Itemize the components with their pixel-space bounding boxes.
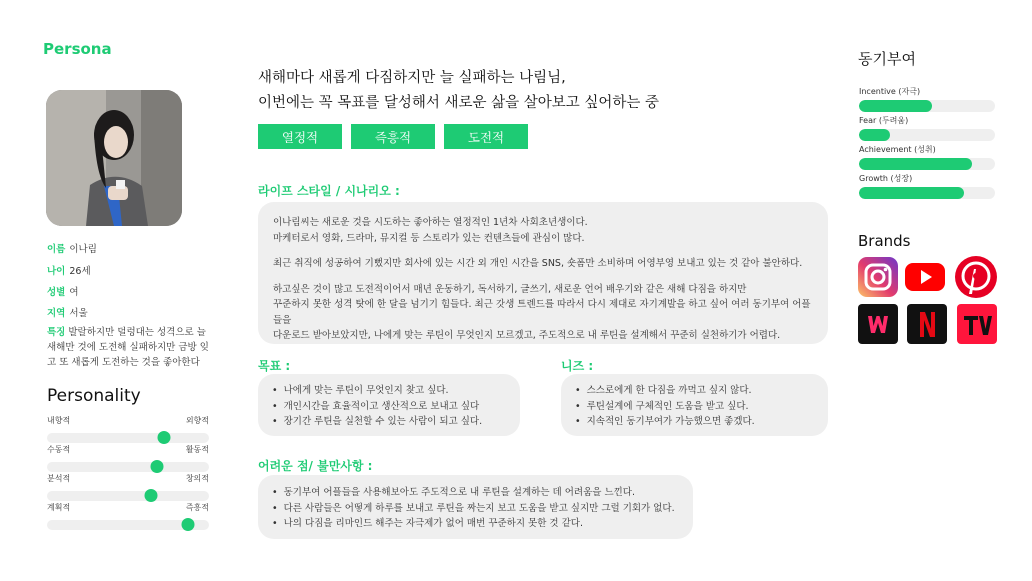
pains-box bbox=[258, 475, 693, 539]
trait-marker bbox=[181, 518, 194, 531]
tag-list bbox=[258, 124, 528, 149]
trait-right-label: 외향적 bbox=[185, 416, 209, 425]
lifestyle-text: 이나림씨는 새로운 것을 시도하는 좋아하는 열정적인 1년차 사회초년생이다. bbox=[273, 217, 588, 228]
pains-title: 어려운 점/ 불만사항 : bbox=[258, 459, 373, 473]
need-item: • 루틴설계에 구체적인 도움을 받고 싶다. bbox=[575, 399, 814, 415]
trait-marker bbox=[151, 460, 164, 473]
persona-label: Persona bbox=[43, 40, 112, 58]
motivation-item bbox=[859, 115, 995, 141]
pain-item: • 나의 다짐을 리마인드 해주는 자극제가 없어 매번 꾸준하지 못한 것 같다. bbox=[272, 516, 679, 532]
profile-age: 나이 26세 bbox=[47, 266, 91, 277]
pain-item: • 동기부여 어플들을 사용해보아도 주도적으로 내 루틴을 설계하는 데 어려움을 느낀다. bbox=[272, 485, 679, 501]
motivation-track bbox=[859, 129, 995, 141]
lifestyle-box bbox=[258, 202, 828, 344]
trait-track bbox=[47, 491, 209, 501]
motivation-fill bbox=[859, 187, 964, 199]
motivation-track bbox=[859, 158, 995, 170]
trait-track bbox=[47, 462, 209, 472]
instagram-icon bbox=[858, 257, 898, 297]
motivation-item bbox=[859, 144, 995, 170]
lifestyle-title: 라이프 스타일 / 시나리오 : bbox=[258, 184, 400, 198]
tag: 열정적 bbox=[258, 124, 342, 149]
need-item: • 스스로에게 한 다짐을 까먹고 싶지 않다. bbox=[575, 383, 814, 399]
motivation-label: Achievement (성취) bbox=[859, 145, 936, 154]
motivation-label: Incentive (자극) bbox=[859, 87, 921, 96]
tving-icon bbox=[957, 304, 997, 344]
webtoon-icon bbox=[858, 304, 898, 344]
goal-item: • 개인시간을 효율적이고 생산적으로 보내고 싶다 bbox=[272, 399, 506, 415]
profile-region: 지역 서울 bbox=[47, 308, 88, 319]
lifestyle-text: 다운로드 받아보았지만, 나에게 맞는 루틴이 무엇인지 모르겠고, 주도적으로 내 루틴을 설계해서 꾸준히 실천하기가 어렵다. bbox=[273, 330, 781, 341]
personality-trait bbox=[47, 473, 209, 501]
youtube-icon bbox=[904, 257, 944, 297]
goals-title: 목표 : bbox=[258, 359, 291, 373]
personality-trait bbox=[47, 444, 209, 472]
goals-box bbox=[258, 374, 520, 436]
trait-left-label: 분석적 bbox=[47, 474, 71, 483]
trait-marker bbox=[157, 431, 170, 444]
brands-title: Brands bbox=[858, 232, 911, 250]
goal-item: • 장기간 루틴을 실천할 수 있는 사람이 되고 싶다. bbox=[272, 414, 506, 430]
personality-trait bbox=[47, 502, 209, 530]
pain-item: • 다른 사람들은 어떻게 하루를 보내고 루틴을 짜는지 보고 도움을 받고 싶지만 그럴 기회가 없다. bbox=[272, 501, 679, 517]
personality-title: Personality bbox=[47, 386, 141, 406]
headline bbox=[258, 66, 659, 116]
motivation-fill bbox=[859, 100, 932, 112]
trait-marker bbox=[144, 489, 157, 502]
lifestyle-text: 마케터로서 영화, 드라마, 뮤지컬 등 스토리가 있는 컨텐츠들에 관심이 많다. bbox=[273, 232, 585, 244]
motivation-item bbox=[859, 173, 995, 199]
tag: 도전적 bbox=[444, 124, 528, 149]
trait-left-label: 수동적 bbox=[47, 445, 71, 454]
needs-title: 니즈 : bbox=[561, 359, 594, 373]
trait-left-label: 내향적 bbox=[47, 416, 71, 425]
motivation-fill bbox=[859, 158, 972, 170]
motivation-item bbox=[859, 86, 995, 112]
profile-photo-image bbox=[46, 90, 182, 226]
motivation-track bbox=[859, 187, 995, 199]
motivation-title: 동기부여 bbox=[858, 50, 916, 68]
personality-trait bbox=[47, 415, 209, 443]
motivation-fill bbox=[859, 129, 890, 141]
pinterest-icon bbox=[955, 256, 995, 296]
need-item: • 지속적인 동기부여가 가능했으면 좋겠다. bbox=[575, 414, 814, 430]
profile-feature: 특징 발랄하지만 덜렁대는 성격으로 늘 새해만 것에 도전해 실패하지만 금방 잊고 또 새롭게 도전하는 것을 좋아한다 bbox=[47, 327, 209, 368]
motivation-label: Fear (두려움) bbox=[859, 116, 909, 125]
headline-line-2: 이번에는 꼭 목표를 달성해서 새로운 삶을 살아보고 싶어하는 중 bbox=[258, 95, 660, 111]
trait-right-label: 활동적 bbox=[185, 445, 209, 454]
trait-track bbox=[47, 433, 209, 443]
lifestyle-text: 하고싶은 것이 많고 도전적이어서 매년 운동하기, 독서하기, 글쓰기, 새로운 언어 배우기와 같은 새해 다짐을 하지만 bbox=[273, 283, 747, 295]
trait-right-label: 창의적 bbox=[185, 474, 209, 483]
trait-track bbox=[47, 520, 209, 530]
tag: 즉흥적 bbox=[351, 124, 435, 149]
lifestyle-text: 최근 취직에 성공하여 기뻤지만 회사에 있는 시간 외 개인 시간을 SNS, 숏폼만 소비하며 어영부영 보내고 있는 것 같아 불안하다. bbox=[273, 258, 803, 269]
lifestyle-text: 꾸준하지 못한 성격 탓에 한 달을 넘기기 힘들다. 최근 갓생 트렌드를 따라서 다시 제대로 자기계발을 하고 싶어 여러 동기부여 어플들을 bbox=[273, 299, 811, 326]
profile-photo bbox=[46, 90, 182, 226]
motivation-track bbox=[859, 100, 995, 112]
netflix-icon bbox=[907, 304, 947, 344]
trait-right-label: 즉흥적 bbox=[185, 503, 209, 512]
goal-item: • 나에게 맞는 루틴이 무엇인지 찾고 싶다. bbox=[272, 383, 506, 399]
profile-gender: 성별 여 bbox=[47, 287, 79, 298]
trait-left-label: 계획적 bbox=[47, 503, 71, 512]
motivation-label: Growth (성장) bbox=[859, 174, 913, 183]
profile-name: 이름 이나림 bbox=[47, 244, 97, 255]
headline-line-1: 새해마다 새롭게 다짐하지만 늘 실패하는 나림님, bbox=[258, 70, 566, 86]
needs-box bbox=[561, 374, 828, 436]
